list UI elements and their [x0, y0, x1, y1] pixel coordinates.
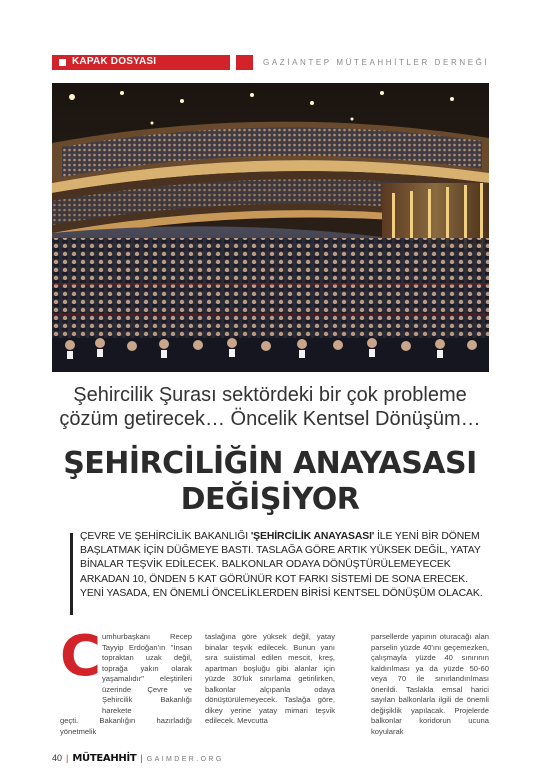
- lead-text-2: İLE YENİ BİR DÖNEM BAŞLATMAK İÇİN DÜĞMEYE BASTI. TASLAĞA GÖRE ARTIK YÜKSEK DEĞİL, YATAY BİNALAR TEŞVİK EDİLECEK. BALKONLAR ODAYA DÖNÜŞTÜRÜLEMEYECEK ARKADAN 10, ÖNDEN 5 KAT GÖRÜNÜR KOT FARKI SİSTEMİ DE SONA ERECEK. YENİ YASADA, EN ÖNEMLİ ÖNCELİKLERDEN BİRİSİ KENTSEL DÖNÜŞÜM OLACAK.: [80, 531, 483, 599]
- page-footer: [52, 753, 224, 764]
- accent-square: [236, 55, 253, 70]
- footer-separator-2: |: [140, 753, 143, 763]
- subtitle-line-2: çözüm getirecek… Öncelik Kentsel Dönüşüm…: [59, 408, 481, 430]
- organization-name: GAZİANTEP MÜTEAHHİTLER DERNEĞİ: [263, 58, 490, 67]
- body-column-1-indented: umhurbaşkanı Recep Tayyip Erdoğan'ın "İnsan topraktan uzak değil, toprağa yakın olarak yaşamalıdır" eleştirileri üzerinde Çevre ve Şehircilik Bakanlığı harekete: [102, 632, 192, 715]
- conference-hall-photo: [52, 83, 489, 372]
- lead-text-1: ÇEVRE VE ŞEHİRCİLİK BAKANLIĞI: [80, 531, 251, 542]
- lead-bold-text: 'ŞEHİRCİLİK ANAYASASI': [250, 531, 375, 542]
- drop-cap: C: [60, 624, 102, 689]
- website-link[interactable]: GAIMDER.ORG: [146, 756, 224, 763]
- subtitle-line-1: Şehircilik Şurası sektördeki bir çok probleme: [73, 384, 467, 406]
- magazine-name: MÜTEAHHİT: [72, 753, 137, 764]
- body-column-2: taslağına göre yüksek değil, yatay binalar teşvik edilecek. Bunun yanı sıra suiistimal edilen mescit, kreş, apartman boşluğu gibi alanlar için yüzde 30'luk sınırlama getirilirken, balkonlar alçıpanla odaya dönüştürülemeyecek. Taslağa göre, dikey yerine yatay mimari teşvik edilecek. Mevcutta: [205, 632, 335, 725]
- headline-line-1: ŞEHİRCİLİĞİN ANAYASASI: [63, 446, 477, 481]
- article-subtitle: [40, 383, 500, 431]
- article-lead: [80, 530, 485, 601]
- footer-separator: |: [66, 753, 69, 763]
- body-column-1-rest: geçti. Bakanlığın hazırladığı yönetmelik: [60, 716, 192, 736]
- section-label: KAPAK DOSYASI: [72, 56, 157, 67]
- body-column-1: [60, 632, 192, 737]
- lead-divider: [70, 533, 73, 615]
- body-column-3: parsellerde yapının oturacağı alan parselin yüzde 40'ını geçemezken, çalışmayla yüzde 40 sınırının kaldırılması ya da yüzde 50-60 veya 70 ile sınırlandırılması önerildi. Taslakla emsal harici sayılan balkonlarla ilgili de önemli değişiklik yapılacak. Projelerde balkonlar koridorun ucuna koyularak: [371, 632, 489, 736]
- section-square-icon: [59, 59, 66, 66]
- headline-line-2: DEĞİŞİYOR: [180, 482, 360, 517]
- article-headline: [40, 446, 500, 518]
- page-number: 40: [52, 753, 63, 763]
- section-label-bar: [52, 55, 230, 70]
